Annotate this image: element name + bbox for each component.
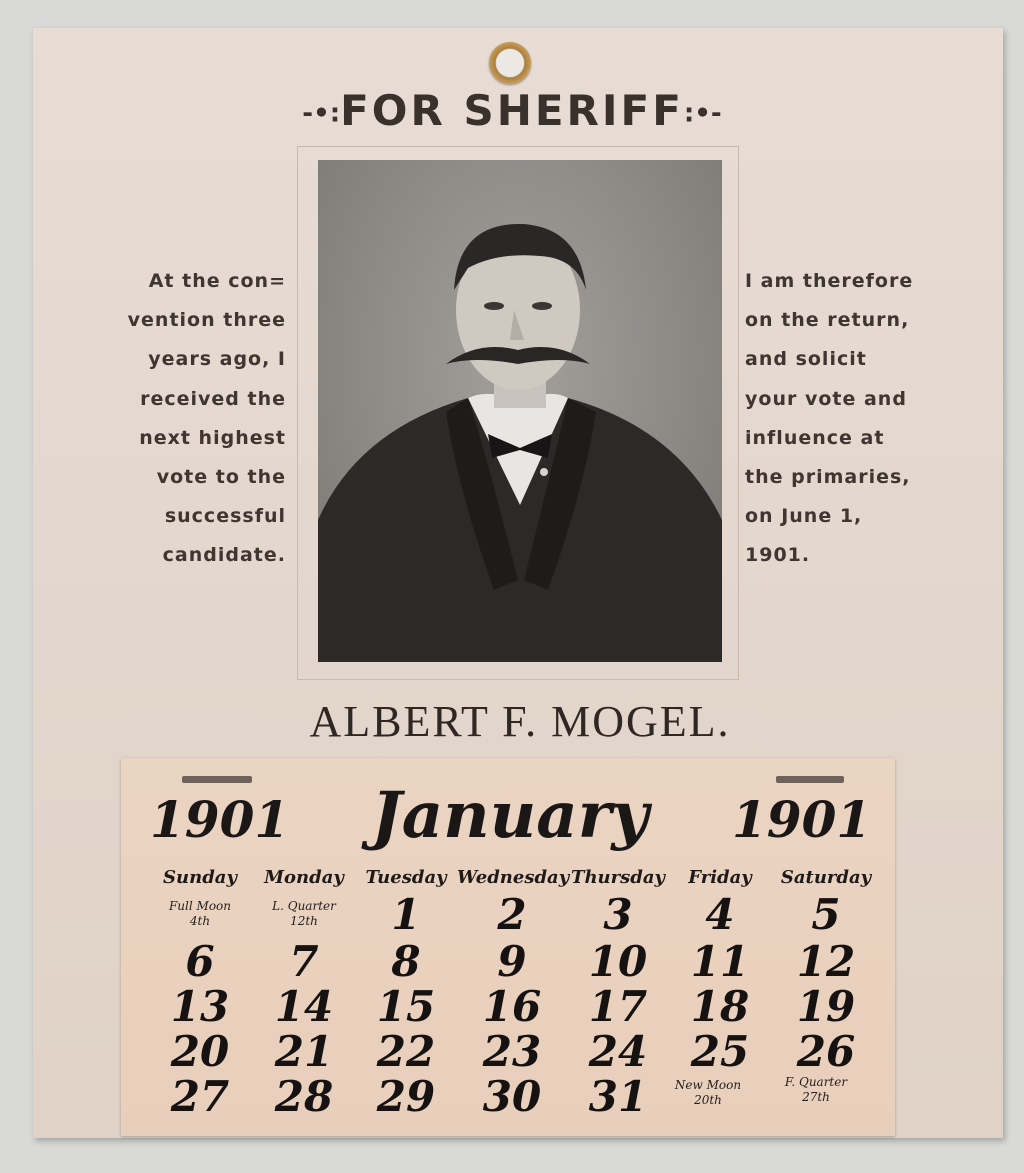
calendar-day: 22 [376,1027,436,1076]
left-line: successful [164,505,286,528]
calendar-day: 2 [497,890,527,939]
moon-note-new [658,1078,758,1108]
left-line: vention three [127,309,286,332]
weekday-label: Saturday [780,867,872,888]
moon-note-label: F. Quarter [784,1075,848,1089]
staple-right-icon [776,776,844,783]
left-statement [40,262,286,576]
weekday-label: Monday [264,867,344,888]
calendar-day: 29 [376,1072,436,1121]
calendar-day: 6 [185,937,215,986]
calendar-day: 8 [391,937,421,986]
calendar-day: 21 [274,1027,334,1076]
calendar-day: 11 [690,937,750,986]
weekday-label: Tuesday [365,867,447,888]
calendar-day: 13 [170,982,230,1031]
right-line: your vote and [745,387,907,410]
right-line: the primaries, [745,466,911,489]
calendar-day: 12 [796,937,856,986]
calendar-day: 19 [796,982,856,1031]
moon-note-label: New Moon [674,1078,742,1092]
right-line: on June 1, [745,505,863,528]
calendar-day: 18 [690,982,750,1031]
calendar-day: 28 [274,1072,334,1121]
candidate-name: ALBERT F. MOGEL. [309,697,731,746]
left-line: vote to the [156,466,286,489]
right-line: 1901. [745,544,811,567]
left-line: At the con= [148,270,286,292]
calendar-day: 16 [482,982,542,1031]
calendar-year-left: 1901 [150,790,290,849]
calendar-day: 27 [170,1072,230,1121]
calendar-day: 7 [289,937,319,986]
right-line: influence at [745,426,885,449]
calendar-day: 1 [391,890,421,939]
weekday-label: Thursday [571,867,665,888]
candidate-portrait [318,160,722,662]
calendar-day: 9 [497,937,527,986]
calendar-day: 26 [796,1027,856,1076]
calendar-day: 4 [705,890,735,939]
moon-note-first-quarter [766,1075,866,1105]
weekday-label: Friday [688,867,752,888]
ornament-left-icon: -•: [302,98,341,129]
moon-note-label: L. Quarter [272,899,336,913]
calendar-day: 10 [588,937,648,986]
calendar-day: 5 [811,890,841,939]
left-line: next highest [139,426,286,449]
portrait-illustration [318,160,722,662]
right-statement [745,262,975,576]
calendar-day: 15 [376,982,436,1031]
right-line: on the return, [745,309,910,332]
right-line: I am therefore [745,270,914,292]
calendar-day: 23 [482,1027,542,1076]
calendar-day: 17 [588,982,648,1031]
moon-note-last-quarter [254,899,354,929]
heading-text: FOR SHERIFF [340,86,684,135]
moon-note-label: Full Moon [168,899,231,913]
calendar-month: January [371,778,649,853]
calendar-year-right: 1901 [732,790,872,849]
ornament-right-icon: :•- [683,98,722,129]
moon-note-date: 4th [189,914,211,928]
moon-note-date: 27th [802,1090,830,1104]
calendar-day: 31 [588,1072,648,1121]
page-heading [0,86,1024,135]
weekday-label: Sunday [163,867,237,888]
calendar-day: 14 [274,982,334,1031]
moon-note-full [150,899,250,929]
staple-left-icon [182,776,252,783]
moon-note-date: 12th [290,914,318,928]
weekday-label: Wednesday [457,867,570,888]
calendar-day: 20 [170,1027,230,1076]
left-line: candidate. [162,544,286,567]
hanging-eyelet [489,42,531,84]
right-line: and solicit [745,348,867,371]
left-line: years ago, I [148,348,286,371]
calendar-day: 25 [690,1027,750,1076]
calendar-day: 30 [482,1072,542,1121]
calendar-day: 3 [603,890,633,939]
left-line: received the [140,387,286,410]
calendar-day: 24 [588,1027,648,1076]
moon-note-date: 20th [694,1093,722,1107]
